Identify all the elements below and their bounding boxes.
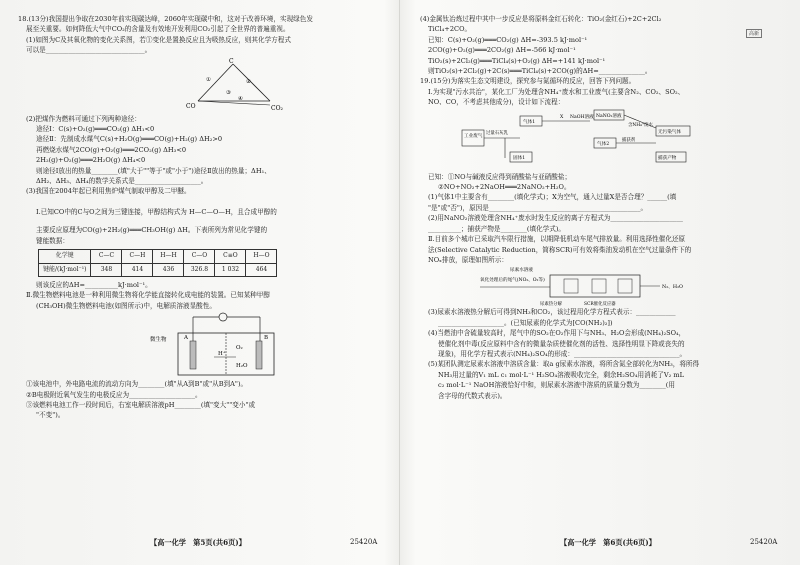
known-1: 已知：①NO与碱液反应得到硝酸盐与亚硝酸盐； xyxy=(428,172,572,181)
delta-h-blank: 则该反应的ΔH=__________kJ·mol⁻¹。 xyxy=(36,280,152,289)
oxygen-label: O₂ xyxy=(236,345,243,352)
table-cell: 436 xyxy=(153,263,184,276)
table-header: H—O xyxy=(246,250,277,263)
scr-label: 尿素水溶液 xyxy=(510,268,533,274)
stamp: 高新 xyxy=(746,29,762,38)
table-header-row xyxy=(39,250,277,263)
scr-figure xyxy=(420,265,788,307)
right-page-footer: 【高一化学 第6页(共6页)】 xyxy=(560,538,656,547)
table-cell: 464 xyxy=(246,263,277,276)
q18-4-blank: 则TiO₂(s)+2Cl₂(g)+2C(s)═══TiCl₄(s)+2CO(g)的ΔH=______________。 xyxy=(428,67,652,76)
q19-intro: 19.(15分)为落实生态文明建设，探究参与氮循环的反应，回答下列问题。 xyxy=(420,77,636,86)
page-fold xyxy=(399,0,400,565)
table-cell: 348 xyxy=(91,263,122,276)
q19-part2-1: Ⅱ.目前多个城市已采取汽车限行措施，以期降低机动车尾气排放量。利用选择性催化还原 xyxy=(428,235,686,244)
route-2c: 2H₂(g)+O₂(g)═══2H₂O(g) ΔH₄<0 xyxy=(36,156,146,165)
known-2: ②NO+NO₂+2NaOH═══2NaNO₂+H₂O。 xyxy=(438,183,571,192)
bond-energy-table xyxy=(38,249,277,277)
left-page-footer: 【高一化学 第5页(共6页)】 xyxy=(150,538,246,547)
q18-2-blank-1: 则途径Ⅰ放出的热量________(填"大于""等于"或"小于")途径Ⅱ放出的热量；ΔH₁、 xyxy=(36,166,271,175)
table-row xyxy=(39,263,277,276)
q19-part2-3: NOₓ排放，原理如图所示： xyxy=(428,255,508,264)
fuel-cell-intro-1: Ⅱ.微生物燃料电池是一种利用微生物将化学能直接转化成电能的装置。已知某种甲醇 xyxy=(26,291,270,300)
q18-1-blank: 可以是______________________________。 xyxy=(26,46,152,55)
q19-3-b: ____________________。(已知尿素的化学式为[CO(NH₂)₂]) xyxy=(438,318,613,327)
table-header: C—H xyxy=(122,250,153,263)
node-co: CO xyxy=(186,102,196,110)
q19-5-c: c₂ mol·L⁻¹ NaOH溶液恰好中和，则尿素水溶液中溶质的质量分数为________(用 xyxy=(438,381,675,390)
q19-4-c: 现象)，用化学方程式表示(NH₄)₂SO₄的形成：________________________________。 xyxy=(438,349,687,358)
step-4: ④ xyxy=(238,95,243,102)
flow-label: 捕获剂 xyxy=(622,137,636,143)
route-2a: 途径Ⅱ：先制成水煤气C(s)+H₂O(g)═══CO(g)+H₂(g) ΔH₂>0 xyxy=(36,135,223,144)
step-1: ① xyxy=(206,76,211,83)
q18-intro-2: 展至关重要。如何降低大气中CO₂的含量及有效地开发利用CO₂引起了全世界的普遍重视。 xyxy=(26,25,290,34)
node-c: C xyxy=(229,57,234,65)
scr-label: 尿素热分解 xyxy=(540,302,562,308)
q19-5-a: (5)某团队测定尿素水溶液中溶质含量：取a g尿素水溶液，将所含氮全部转化为NH₃，将所得 xyxy=(428,360,700,369)
bond-energy-intro: 键能数据： xyxy=(36,236,69,245)
q18-1-text: (1)如图为C及其氧化物的变化关系图，若①变化是置换反应且为吸热反应，则其化学方程式 xyxy=(26,35,291,44)
table-header: C—C xyxy=(91,250,122,263)
flow-label: 含NH₄⁺废水 xyxy=(628,122,653,128)
cell-q3a: ③该燃料电池工作一段时间后，右室电解质溶液pH________(填"变大""变小"或 xyxy=(26,400,256,409)
flow-label: 工业废气 xyxy=(464,133,483,139)
table-header: H—H xyxy=(153,250,184,263)
table-cell: 414 xyxy=(122,263,153,276)
q18-2-blank-2: ΔH₂、ΔH₃、ΔH₄的数学关系式是____________________。 xyxy=(36,177,208,186)
table-header: 化学键 xyxy=(39,250,91,263)
table-cell: 1 032 xyxy=(215,263,246,276)
carbon-cycle-figure xyxy=(18,56,386,114)
electrode-a: A xyxy=(184,335,188,342)
flow-label: 捕获产物 xyxy=(658,155,677,161)
fuel-cell-diagram xyxy=(148,311,298,379)
fuel-cell-figure xyxy=(18,311,386,379)
process-flow-diagram xyxy=(460,108,760,172)
flow-label: 固体1 xyxy=(513,155,526,161)
flow-label: NaOH溶液 xyxy=(570,114,594,120)
q19-part1-2: NO、CO，不考虑其他成分)，设计如下流程： xyxy=(428,98,565,107)
flow-label: NaNO₂溶液 xyxy=(596,113,622,119)
right-page xyxy=(420,14,788,401)
right-page-code: 25420A xyxy=(750,538,778,546)
scr-label: 氧化处理后的尾气(NO₂、O₂等) xyxy=(480,278,545,284)
q18-intro-1: 18.(13分)我国提出争取在2030年前实现碳达峰，2060年实现碳中和，这对于改善环境，实现绿色发 xyxy=(18,15,313,23)
q19-2-b: __________；捕获产物是________(填化学式)。 xyxy=(428,224,566,233)
q18-4-text-1: (4)金属钛冶炼过程中其中一步反应是将原料金红石转化：TiO₂(金红石)+2C+2Cl₂ xyxy=(420,15,662,23)
q19-4-a: (4)当燃油中含硫量较高时，尾气中的SO₂在O₂作用下与NH₃、H₂O会形成(NH₄)₂SO₄， xyxy=(428,329,686,338)
carbon-cycle-diagram xyxy=(178,56,298,114)
process-flow-figure xyxy=(420,108,788,172)
flow-label: 无污染气体 xyxy=(658,129,681,135)
q18-2-text: (2)把煤作为燃料可通过下列两种途径： xyxy=(26,114,141,123)
scr-label: SCR催化反应器 xyxy=(584,302,616,308)
table-header: C—O xyxy=(184,250,215,263)
flow-label: X xyxy=(560,114,564,120)
fuel-cell-intro-2: (CH₃OH)微生物燃料电池(如图所示)中，电解质溶液显酸性。 xyxy=(36,301,216,310)
q19-2-a: (2)用NaNO₂溶液处理含NH₄⁺废水时发生反应的离子方程式为______________________ xyxy=(428,214,683,223)
route-1: 途径Ⅰ：C(s)+O₂(g)═══CO₂(g) ΔH₁<0 xyxy=(36,125,155,134)
node-co2: CO₂ xyxy=(271,104,283,112)
electrode-b: B xyxy=(264,335,269,342)
q19-3-a: (3)尿素水溶液热分解后可得到NH₃和CO₂，该过程用化学方程式表示：____________ xyxy=(428,308,676,317)
flow-label: 气体1 xyxy=(523,119,536,125)
proton-label: H⁺ xyxy=(218,351,226,358)
left-page xyxy=(18,14,386,421)
q18-3-text: (3)我国在2004年起已利用焦炉煤气制取甲醇及二甲醚。 xyxy=(26,187,191,196)
table-cell: 326.8 xyxy=(184,263,215,276)
table-header: C≡O xyxy=(215,250,246,263)
step-2: ② xyxy=(246,78,251,85)
reaction-principle: 主要反应原理为CO(g)+2H₂(g)═══CH₃OH(g) ΔH。下表所列为常见化学键的 xyxy=(36,226,268,235)
q18-4-text-2: TiCl₄+2CO。 xyxy=(428,25,472,34)
q19-5-b: NH₃用过量的V₁ mL c₁ mol·L⁻¹ H₂SO₄溶液吸收完全，剩余H₂SO₄用消耗了V₂ mL xyxy=(438,370,684,379)
cell-q2: ②B电极附近氧气发生的电极反应为____________________。 xyxy=(26,390,202,399)
q19-5-d: 含字母的代数式表示)。 xyxy=(438,391,507,400)
scr-label: N₂、H₂O xyxy=(662,285,683,291)
route-2b: 再燃烧水煤气2CO(g)+O₂(g)═══2CO₂(g) ΔH₃<0 xyxy=(36,145,187,154)
given-3: TiO₂(s)+2Cl₂(g)═══TiCl₄(s)+O₂(g) ΔH=+141 kJ·mol⁻¹ xyxy=(428,56,606,65)
methanol-structure: Ⅰ.已知CO中的C与O之间为三键连接，甲醇结构式为 H—C—O—H，且合成甲醇的 xyxy=(36,207,277,216)
water-label: H₂O xyxy=(236,363,248,370)
flow-label: 过量石灰乳 xyxy=(486,130,508,136)
left-page-code: 25420A xyxy=(350,538,378,546)
flow-label: 气体2 xyxy=(597,141,610,147)
given-2: 2CO(g)+O₂(g)═══2CO₂(g) ΔH=-566 kJ·mol⁻¹ xyxy=(428,46,576,55)
cell-q3b: "不变")。 xyxy=(36,411,65,420)
q19-1-b: "是"或"否")，原因是______________________________________________。 xyxy=(428,203,648,212)
q19-part2-2: 法(Selective Catalytic Reduction，简称SCR)可有效将柴油发动机在空气过量条件下的 xyxy=(428,245,692,254)
q19-part1-1: Ⅰ.为实现"污水共治"，某化工厂为处理含NH₄⁺废水和工业废气(主要含N₂、CO₂、SO₂、 xyxy=(428,87,685,96)
step-3: ③ xyxy=(226,89,231,96)
scr-diagram xyxy=(480,265,720,307)
q19-1-a: (1)气体1中主要含有________(填化学式)；X为空气，通入过量X是否合理？______(填 xyxy=(428,193,677,202)
table-row-label: 键能/(kJ·mol⁻¹) xyxy=(39,263,91,276)
microbe-label: 微生物 xyxy=(150,337,167,344)
cell-q1: ①该电池中，外电路电流的流动方向为________(填"从A到B"或"从B到A")。 xyxy=(26,380,248,389)
given-1: 已知：C(s)+O₂(g)═══CO₂(g) ΔH=-393.5 kJ·mol⁻¹ xyxy=(428,35,588,44)
q19-4-b: 使催化剂中毒(反应原料中含有的微量杂质使催化剂的活性、选择性明显下降或丧失的 xyxy=(438,339,685,348)
